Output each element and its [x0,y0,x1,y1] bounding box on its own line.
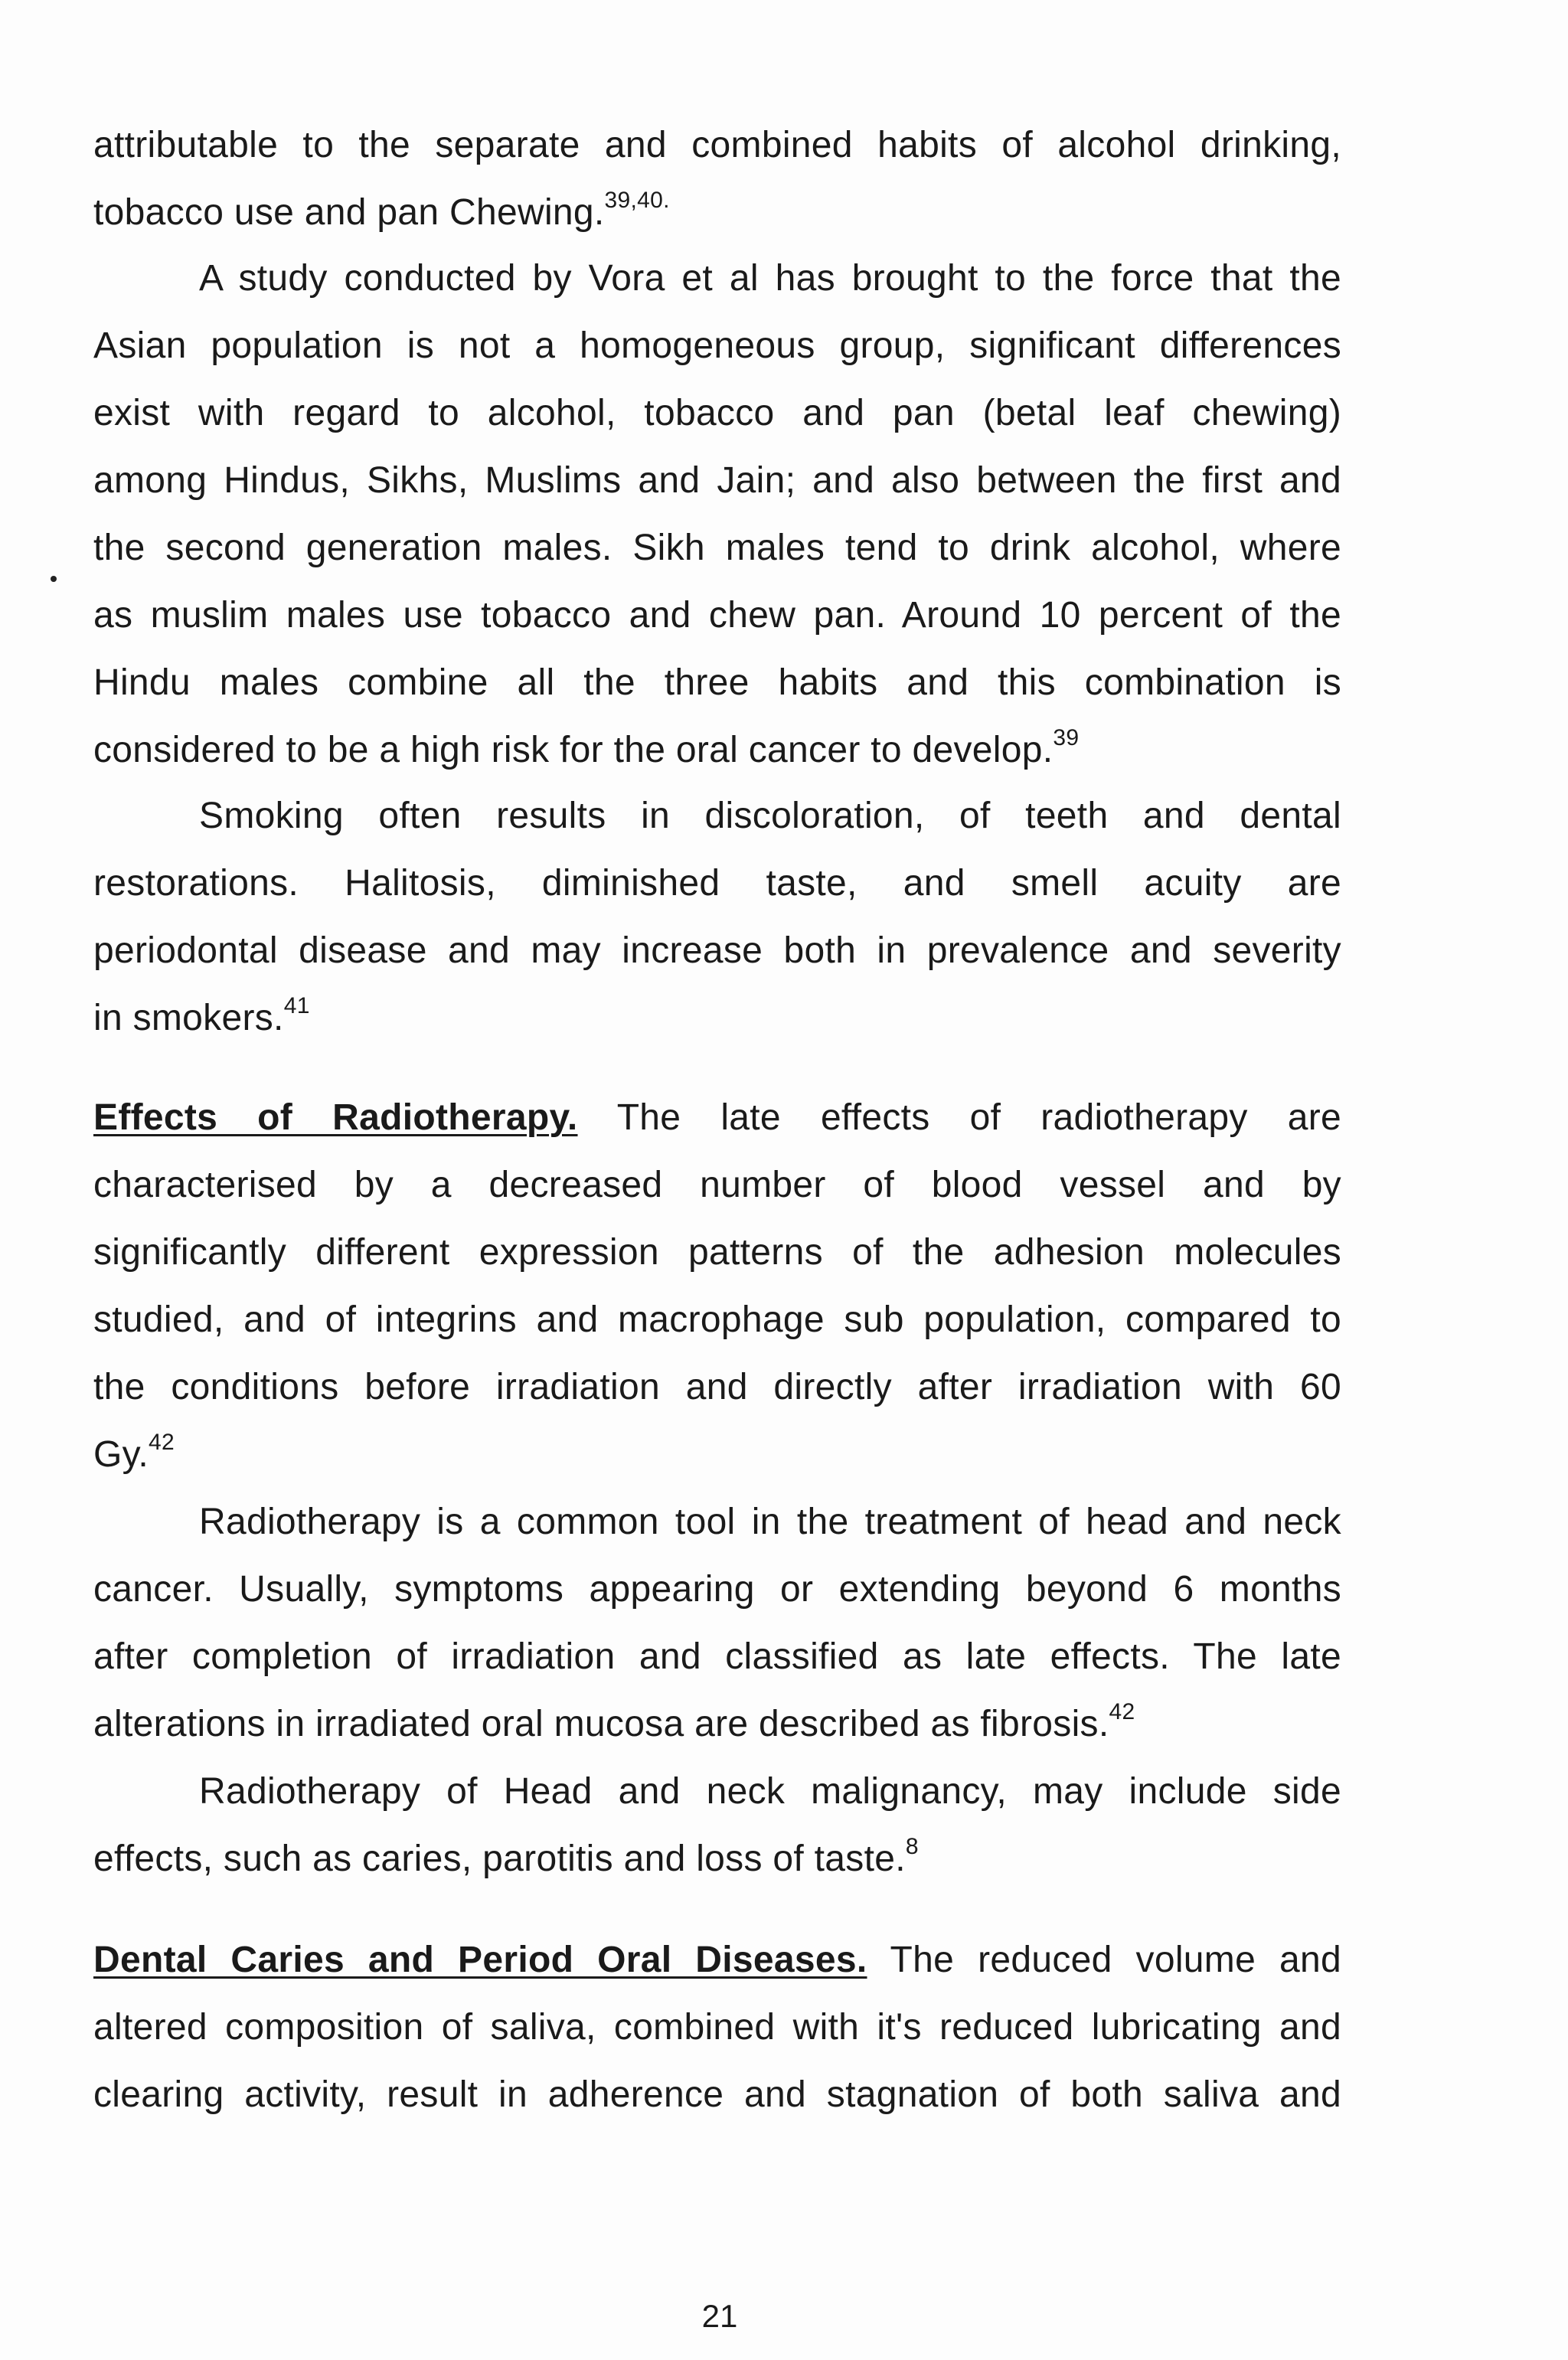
text-line [93,190,670,236]
text-span: alterations in irradiated oral mucosa are described as fibrosis. [93,1704,1109,1744]
text-span: The reduced volume and [890,1940,1341,1980]
text-line [93,1432,175,1478]
citation-superscript: 39,40. [604,188,670,213]
text-line [93,1297,1341,1343]
text-line [93,1567,1341,1613]
text-line [93,1095,1341,1141]
text-span: exist with regard to alcohol, tobacco and pan (betal leaf chewing) [93,393,1341,433]
citation-superscript: 41 [283,993,310,1018]
text-line [93,727,1079,773]
text-span: altered composition of saliva, combined with it's reduced lubricating and [93,2007,1341,2048]
text-line [93,1365,1341,1410]
text-line [93,1230,1341,1276]
citation-superscript: 42 [149,1430,175,1455]
text-span: considered to be a high risk for the oral cancer to develop. [93,730,1054,770]
text-line [93,660,1341,706]
text-line [199,793,1341,839]
text-span: after completion of irradiation and classified as late effects. The late [93,1636,1341,1677]
text-span: in smokers. [93,998,284,1038]
text-span: restorations. Halitosis, diminished taste, and smell acuity are [93,863,1341,904]
text-line [93,928,1341,974]
citation-superscript: 42 [1109,1699,1135,1724]
text-line [93,1634,1341,1680]
text-span: The late effects of radiotherapy are [616,1097,1341,1138]
text-span: characterised by a decreased number of blood vessel and by [93,1165,1341,1205]
text-span: the second generation males. Sikh males tend to drink alcohol, where [93,528,1341,568]
text-line [93,391,1341,436]
text-line [199,1769,1341,1815]
text-span: Radiotherapy of Head and neck malignancy, may include side [199,1771,1341,1812]
text-span: attributable to the separate and combined habits of alcohol drinking, [93,125,1341,165]
text-line [93,123,1341,168]
text-span: Radiotherapy is a common tool in the treatment of head and neck [199,1502,1341,1542]
text-line [93,323,1341,369]
text-line [93,1836,919,1882]
text-line [93,458,1341,504]
text-span: A study conducted by Vora et al has brought to the force that the [199,258,1341,299]
text-line [93,1162,1341,1208]
text-span: Smoking often results in discoloration, of teeth and dental [199,796,1341,836]
text-span: Hindu males combine all the three habits and this combination is [93,662,1341,703]
text-line [93,2072,1341,2118]
text-span: significantly different expression patterns of the adhesion molecules [93,1232,1341,1273]
text-span: effects, such as caries, parotitis and loss of taste. [93,1839,906,1879]
text-span: Gy. [93,1434,149,1475]
text-line [93,525,1341,571]
text-span: studied, and of integrins and macrophage sub population, compared to [93,1299,1341,1340]
text-span: clearing activity, result in adherence and stagnation of both saliva and [93,2074,1341,2115]
text-span: periodontal disease and may increase both in prevalence and severity [93,930,1341,971]
text-line [93,2005,1341,2051]
text-span: the conditions before irradiation and directly after irradiation with 60 [93,1367,1341,1407]
page-number: 21 [701,2298,738,2334]
text-line [93,593,1341,639]
text-span: cancer. Usually, symptoms appearing or extending beyond 6 months [93,1569,1341,1610]
text-line [199,1499,1341,1545]
citation-superscript: 39 [1053,725,1080,750]
text-line [93,1701,1135,1747]
scan-speck [51,576,57,582]
text-span: among Hindus, Sikhs, Muslims and Jain; and also between the first and [93,460,1341,501]
text-line [93,995,310,1041]
text-line [93,861,1341,907]
citation-superscript: 8 [905,1834,919,1859]
section-heading: Effects of Radiotherapy. [93,1097,578,1138]
text-span: tobacco use and pan Chewing. [93,192,605,233]
text-span: as muslim males use tobacco and chew pan. Around 10 percent of the [93,595,1341,636]
section-heading: Dental Caries and Period Oral Diseases. [93,1940,867,1980]
text-span: Asian population is not a homogeneous group, significant differences [93,325,1341,366]
text-line [199,256,1341,302]
text-line [93,1937,1341,1983]
